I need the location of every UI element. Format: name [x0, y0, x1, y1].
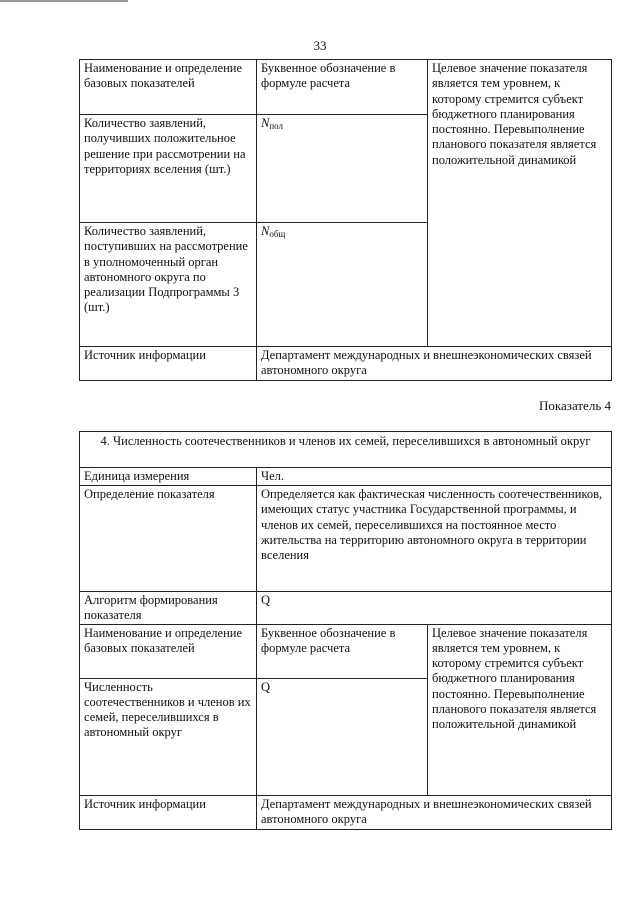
source-label: Источник информации: [80, 347, 257, 381]
indicator-table-2: [79, 431, 612, 830]
symbol-main: N: [261, 224, 270, 238]
definition-label: Определение показателя: [80, 486, 257, 592]
unit-row: [80, 468, 612, 486]
definition-row: [80, 486, 612, 592]
unit-label: Единица измерения: [80, 468, 257, 486]
table-header-row: [80, 60, 612, 115]
page-number: 33: [313, 38, 327, 53]
indicator-caption: Показатель 4: [539, 398, 611, 413]
symbol-main: N: [261, 116, 270, 130]
row-symbol: Q: [257, 678, 428, 795]
definition-value: Определяется как фактическая численность соотечественников, имеющих статус участника Государственной программы, и членов их семей, переселившихся на постоянное место жительства на территорию автономного округа в территории вселения: [257, 486, 612, 592]
title-row: [80, 432, 612, 468]
row-name: Численность соотечественников и членов их семей, переселившихся в автономный округ: [80, 678, 257, 795]
algorithm-label: Алгоритм формирования показателя: [80, 592, 257, 625]
target-value-text: Целевое значение показателя является тем уровнем, к которому стремится субъект бюджетного планирования постоянно. Перевыполнение планового показателя является положительной динамикой: [428, 624, 612, 795]
row-symbol: [257, 115, 428, 223]
header-name: Наименование и определение базовых показателей: [80, 624, 257, 678]
source-value: Департамент международных и внешнеэкономических связей автономного округа: [257, 795, 612, 829]
source-label: Источник информации: [80, 795, 257, 829]
symbol-sub: общ: [269, 229, 286, 239]
algorithm-value: Q: [257, 592, 612, 625]
source-value: Департамент международных и внешнеэкономических связей автономного округа: [257, 347, 612, 381]
algorithm-row: [80, 592, 612, 625]
source-row: [80, 795, 612, 829]
table-header-row: [80, 624, 612, 678]
header-name: Наименование и определение базовых показателей: [80, 60, 257, 115]
row-name: Количество заявлений, получивших положительное решение при рассмотрении на территориях вселения (шт.): [80, 115, 257, 223]
row-symbol: [257, 223, 428, 347]
symbol-sub: пол: [269, 121, 284, 131]
header-symbol: Буквенное обозначение в формуле расчета: [257, 624, 428, 678]
header-symbol: Буквенное обозначение в формуле расчета: [257, 60, 428, 115]
source-row: [80, 347, 612, 381]
indicator-title: 4. Численность соотечественников и членов их семей, переселившихся в автономный округ: [80, 432, 612, 468]
indicator-table-1: [79, 59, 612, 381]
row-name: Количество заявлений, поступивших на рассмотрение в уполномоченный орган автономного округа по реализации Подпрограммы 3 (шт.): [80, 223, 257, 347]
target-value-text: Целевое значение показателя является тем уровнем, к которому стремится субъект бюджетного планирования постоянно. Перевыполнение планового показателя является положительной динамикой: [428, 60, 612, 347]
unit-value: Чел.: [257, 468, 612, 486]
top-rule: [0, 0, 128, 2]
